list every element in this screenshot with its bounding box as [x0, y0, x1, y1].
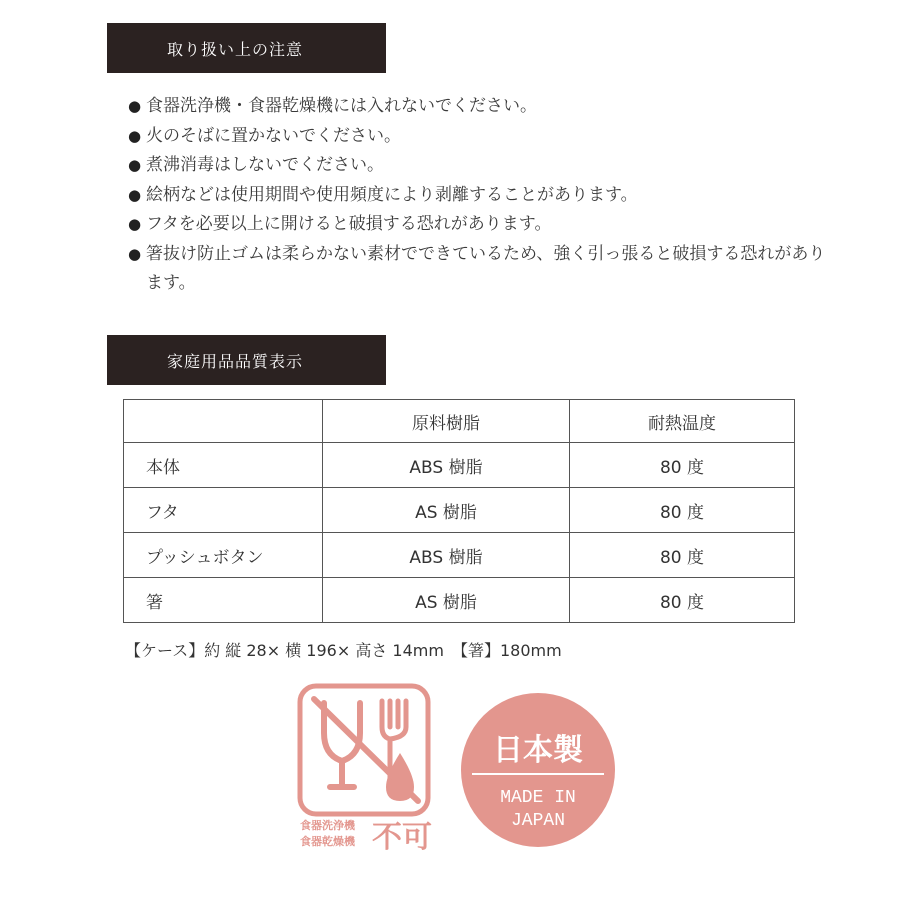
table-row — [124, 443, 795, 488]
dimensions-text: 【ケース】約 縦 28× 横 196× 高さ 14mm 【箸】180mm — [125, 641, 562, 660]
quality-section-title — [107, 335, 386, 385]
heat-cell: 80 度 — [570, 443, 795, 488]
part-cell: プッシュボタン — [124, 533, 323, 578]
part-cell: フタ — [124, 488, 323, 533]
part-cell: 箸 — [124, 578, 323, 623]
bullet-icon: ● — [128, 97, 142, 115]
caution-item: ● 煮沸消毒はしないでください。 — [128, 151, 828, 181]
material-cell: AS 樹脂 — [323, 578, 570, 623]
caution-item: ● 食器洗浄機・食器乾燥機には入れないでください。 — [128, 92, 828, 122]
made-in-japan-badge — [460, 692, 616, 848]
bullet-icon: ● — [128, 156, 142, 174]
bullet-icon: ● — [128, 126, 142, 145]
no-dishwasher-icon — [290, 683, 440, 853]
material-cell: ABS 樹脂 — [323, 443, 570, 488]
icon-line2: 食器乾燥機 — [300, 835, 355, 848]
caution-item: ● 絵柄などは使用期間や使用頻度により剥離することがあります。 — [128, 181, 828, 211]
table-header-row — [124, 400, 795, 443]
caution-item: ● 火のそばに置かないでください。 — [128, 122, 828, 152]
handling-section-title — [107, 23, 386, 73]
bullet-icon: ● — [128, 215, 142, 233]
material-cell: ABS 樹脂 — [323, 533, 570, 578]
table-row — [124, 533, 795, 578]
material-cell: AS 樹脂 — [323, 488, 570, 533]
caution-item: ● フタを必要以上に開けると破損する恐れがあります。 — [128, 210, 828, 240]
table-row — [124, 578, 795, 623]
part-cell: 本体 — [124, 443, 323, 488]
quality-title-text: 家庭用品品質表示 — [167, 351, 304, 371]
header-cell-material: 原料樹脂 — [323, 400, 570, 443]
bullet-icon: ● — [128, 185, 142, 204]
icon-line1: 食器洗浄機 — [300, 819, 355, 832]
caution-item: ● 箸抜け防止ゴムは柔らかない素材でできているため、強く引っ張ると破損する恐れがあります。 — [128, 240, 828, 299]
badge-line1: MADE IN — [500, 788, 576, 808]
table-row — [124, 488, 795, 533]
heat-cell: 80 度 — [570, 488, 795, 533]
header-cell-heat: 耐熱温度 — [570, 400, 795, 443]
badge-kanji: 日本製 — [493, 733, 583, 768]
heat-cell: 80 度 — [570, 533, 795, 578]
heat-cell: 80 度 — [570, 578, 795, 623]
caution-list — [128, 92, 828, 299]
quality-table — [123, 399, 795, 623]
handling-title-text: 取り扱い上の注意 — [167, 39, 304, 59]
bullet-icon: ● — [128, 244, 142, 263]
icon-label: 不可 — [372, 820, 432, 853]
header-cell-part — [124, 400, 323, 443]
badge-line2: JAPAN — [510, 811, 566, 831]
